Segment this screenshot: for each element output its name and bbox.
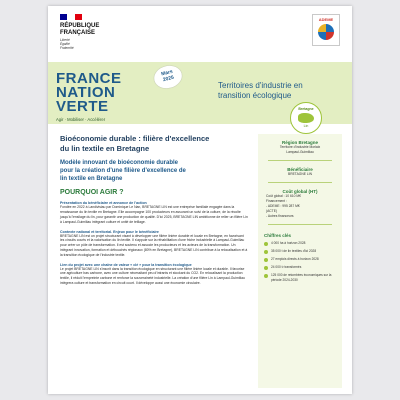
key-figure-item: 24 000 t² transformés xyxy=(258,265,342,270)
info-sidebar xyxy=(258,134,342,388)
french-flag-icon xyxy=(60,14,82,20)
main-content xyxy=(60,134,248,286)
section-text-value-chain: Le projet BRETAGNE LIN s'inscrit dans la transition écologique en structurant une filière linière locale et durable. Il favorise une agriculture bas carbone, avec une culture nécessitant peu d'intrants et stockant du CO2. En relocalisant la production textile, il réduit l'empreinte carbone et renforce la souveraineté industrielle. La création d'une filière Lin à Lampaul-Guimiliau intégrera culture et transformation en circuit court. Il développe aussi une économie circulaire. xyxy=(60,266,245,285)
key-figure-item: 35 000 t de lin textiles d'ici 2028 xyxy=(258,249,342,254)
logo-line-nation: NATION xyxy=(56,84,116,101)
bullet-icon xyxy=(264,250,268,254)
cost-value: Coût global : 10 610 M€ xyxy=(266,194,302,198)
bullet-icon xyxy=(264,258,268,262)
territory-name: Lin xyxy=(303,124,309,128)
section-title-context: Contexte national et territorial. Enjeux pour le bénéficiaire xyxy=(60,229,159,234)
funding-title: Financement : xyxy=(266,199,287,203)
beneficiary-title: Bénéficiaire xyxy=(287,167,313,172)
cost-title: Coût global (HT) xyxy=(282,189,318,194)
key-figure-item: 4 000 ha à horizon 2028 xyxy=(258,241,342,246)
republique-francaise-name: RÉPUBLIQUE FRANÇAISE xyxy=(60,23,100,36)
section-text-beneficiary: Fondée en 2022 à Landivisiau par Dominique Le Nan, BRETAGNE LIN est une entreprise familiale engagée dans la renaissance du lin textile en Bretagne. Elle accompagne 100 producteurs en assurant un suivi de la culture, de la récolte jusqu'à l'ensilage du lin, pour garantir une production de qualité. D'ici 2025, BRETAGNE LIN ambitionne de relier un filière Lin à Lampaul-Guimiliau intégrant culture et unité de teillage. xyxy=(60,205,248,224)
section-title-value-chain: Lien du projet avec une chaîne de valeur « clé » pour la transition écologique xyxy=(60,262,192,267)
date-month: Mars xyxy=(160,68,174,78)
bullet-icon xyxy=(264,242,268,246)
divider xyxy=(268,224,332,225)
republique-francaise-logo xyxy=(60,14,130,50)
section-text-context: BRETAGNE LIN est un projet structurant visant à développer une filière linière durable et locale en Bretagne, en favorisant les circuits courts et la valorisation du lin textile. Il s'appuie sur la réhabilitation d'une friche industrielle à Lampaul-Guimiliau pour créer un pôle de transformation. Il est soutenu et associe les producteurs et les acteurs de la transformation. Un intégrant innovation, formation et débouchés régionaux (80% en Bretagne), BRETAGNE LIN contribue à la relocalisation et à la transition écologique de l'industrie textile. xyxy=(60,233,248,257)
section-title-beneficiary: Présentation du bénéficiaire et annonce de l'action xyxy=(60,201,147,206)
funding-others: - Autres financeurs xyxy=(266,214,294,218)
why-act-heading: POURQUOI AGIR ? xyxy=(60,189,124,197)
title-banner xyxy=(48,62,352,128)
date-year: 2025 xyxy=(162,74,175,84)
divider xyxy=(268,160,332,161)
document-page xyxy=(48,6,352,394)
republic-motto: Liberté Égalité Fraternité xyxy=(60,38,74,50)
key-figure-item: 125 000 de retombées économiques sur la période 2024-2030 xyxy=(258,273,342,282)
divider xyxy=(268,182,332,183)
bullet-icon xyxy=(264,274,268,278)
logo-line-france: FRANCE xyxy=(56,70,122,87)
commune-name: Lampaul-Guimiliau xyxy=(286,150,314,154)
funding-ademe: - ADEME : 995 287 M€ xyxy=(266,204,300,208)
territory-badge xyxy=(290,102,322,134)
ademe-logo xyxy=(312,14,340,46)
logo-line-verte: VERTE xyxy=(56,98,109,115)
france-nation-verte-logo xyxy=(56,72,154,122)
territory-line: Territoire d'industrie Morlaix xyxy=(279,145,321,149)
key-figures-title: Chiffres clés xyxy=(264,233,292,238)
banner-title: Territoires d'industrie en transition écologique xyxy=(218,81,303,100)
date-badge xyxy=(152,63,184,91)
document-title: Bioéconomie durable : filière d'excellence du lin textile en Bretagne xyxy=(60,134,210,153)
ademe-emblem-icon xyxy=(318,24,334,40)
document-subtitle: Modèle innovant de bioéconomie durable pour la création d'une filière d'excellence de lin textile en Bretagne xyxy=(60,160,186,182)
bullet-icon xyxy=(264,266,268,270)
funding-acte: (ACTE) xyxy=(266,209,277,213)
ademe-label: ADEME xyxy=(318,17,334,22)
region-map-icon xyxy=(298,113,314,123)
logo-tagline: Agir · Mobiliser · Accélérer xyxy=(56,117,106,122)
region-title: Région Bretagne xyxy=(281,140,318,145)
beneficiary-name: BRETAGNE LIN xyxy=(288,172,312,176)
key-figure-item: 27 emplois directs à horizon 2028 xyxy=(258,257,342,262)
territory-label: Bretagne xyxy=(298,107,314,111)
